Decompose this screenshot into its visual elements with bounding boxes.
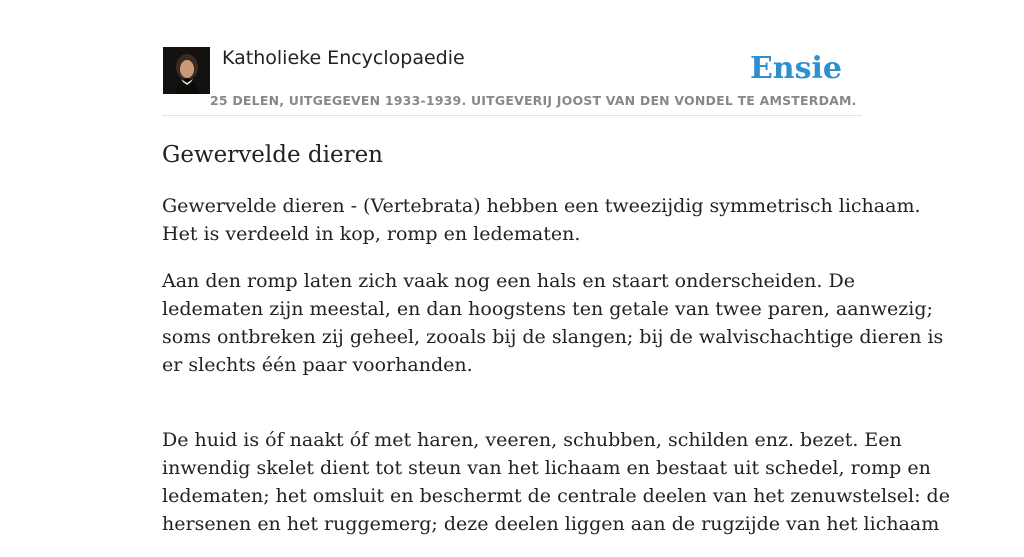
text-line: er slechts één paar voorhanden. <box>162 354 473 376</box>
source-meta: 25 DELEN, UITGEGEVEN 1933-1939. UITGEVERIJ JOOST VAN DEN VONDEL TE AMSTERDAM. <box>210 93 857 108</box>
text-line: De huid is óf naakt óf met haren, veeren, schubben, schilden enz. bezet. Een <box>162 429 902 451</box>
text-line: inwendig skelet dient tot steun van het lichaam en bestaat uit schedel, romp en <box>162 457 931 479</box>
paragraph-2 <box>162 267 944 379</box>
brand-logo[interactable]: Ensie <box>749 51 842 86</box>
avatar[interactable] <box>163 47 210 94</box>
article-body <box>162 192 950 557</box>
paragraph-3 <box>162 426 950 538</box>
text-line: Gewervelde dieren - (Vertebrata) hebben een tweezijdig symmetrisch lichaam. <box>162 195 921 217</box>
portrait-icon <box>163 47 210 94</box>
source-title[interactable]: Katholieke Encyclopaedie <box>222 47 465 69</box>
text-line: ledematen; het omsluit en beschermt de centrale deelen van het zenuwstelsel: de <box>162 485 950 507</box>
text-line: Het is verdeeld in kop, romp en ledematen. <box>162 223 581 245</box>
text-line: hersenen en het ruggemerg; deze deelen liggen aan de rugzijde van het lichaam <box>162 513 940 535</box>
paragraph-1 <box>162 192 921 248</box>
article-title: Gewervelde dieren <box>162 142 383 168</box>
text-line: Aan den romp laten zich vaak nog een hals en staart onderscheiden. De <box>162 270 855 292</box>
paragraph-spacer <box>162 398 882 426</box>
text-line: soms ontbreken zij geheel, zooals bij de slangen; bij de walvischachtige dieren is <box>162 326 944 348</box>
text-line: ledematen zijn meestal, en dan hoogstens ten getale van twee paren, aanwezig; <box>162 298 933 320</box>
header-divider <box>162 115 862 116</box>
